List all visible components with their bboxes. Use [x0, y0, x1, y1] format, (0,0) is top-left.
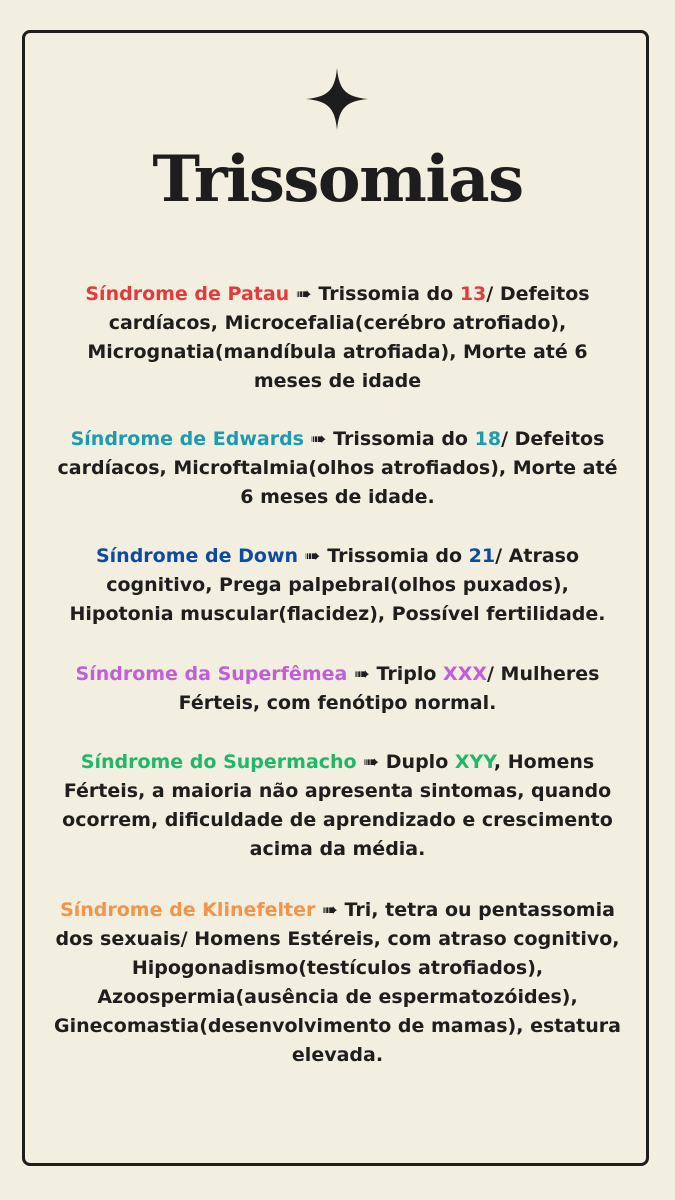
- entry-text: Trissomia do: [333, 428, 475, 450]
- entry-supermacho: [52, 748, 623, 864]
- syndrome-name: Síndrome de Klinefelter: [60, 899, 316, 921]
- syndrome-name: Síndrome da Superfêmea: [75, 663, 348, 685]
- arrow-icon: ➠: [322, 899, 338, 921]
- entry-patau: [52, 280, 623, 396]
- entry-superfemea: [52, 660, 623, 718]
- entry-text: Trissomia do: [318, 283, 460, 305]
- arrow-icon: ➠: [304, 545, 321, 567]
- arrow-icon: ➠: [363, 751, 380, 773]
- entry-text: Triplo: [376, 663, 444, 685]
- entry-edwards: [52, 425, 623, 512]
- syndrome-name: Síndrome do Supermacho: [80, 751, 357, 773]
- entry-description: / Atraso cognitivo, Prega palpebral(olhos puxados), Hipotonia muscular(flacidez), Possível fertilidade.: [69, 545, 606, 625]
- arrow-icon: ➠: [310, 428, 327, 450]
- arrow-icon: ➠: [295, 283, 312, 305]
- entry-description: / Mulheres Férteis, com fenótipo normal.: [178, 663, 600, 714]
- arrow-icon: ➠: [353, 663, 370, 685]
- chromosome-number: XXX: [443, 663, 487, 685]
- syndrome-name: Síndrome de Patau: [85, 283, 290, 305]
- chromosome-number: 18: [474, 428, 502, 450]
- syndrome-name: Síndrome de Edwards: [70, 428, 304, 450]
- four-point-star-icon: [306, 68, 368, 130]
- entry-text: Tri, tetra ou pentassomia dos sexuais/ Homens Estéreis, com atraso cognitivo, Hipogonadismo(testículos atrofiados), Azoospermia(ausência de espermatozóides), Ginecomastia(desenvolvimento de mamas), estatura elevada.: [54, 899, 621, 1066]
- chromosome-number: 13: [459, 283, 487, 305]
- chromosome-number: 21: [468, 545, 496, 567]
- chromosome-number: XYY: [454, 751, 494, 773]
- syndrome-name: Síndrome de Down: [95, 545, 299, 567]
- entry-description: / Defeitos cardíacos, Microftalmia(olhos atrofiados), Morte até 6 meses de idade.: [57, 428, 618, 508]
- entry-description: , Homens Férteis, a maioria não apresenta sintomas, quando ocorrem, dificuldade de aprendizado e crescimento acima da média.: [62, 751, 613, 860]
- entry-text: Duplo: [385, 751, 455, 773]
- entry-text: Trissomia do: [327, 545, 469, 567]
- page-title: Trissomias: [152, 142, 523, 217]
- entry-down: [52, 542, 623, 629]
- entry-klinefelter: [52, 896, 623, 1070]
- entry-description: / Defeitos cardíacos, Microcefalia(cerébro atrofiado), Micrognatia(mandíbula atrofiada), Morte até 6 meses de idade: [87, 283, 590, 392]
